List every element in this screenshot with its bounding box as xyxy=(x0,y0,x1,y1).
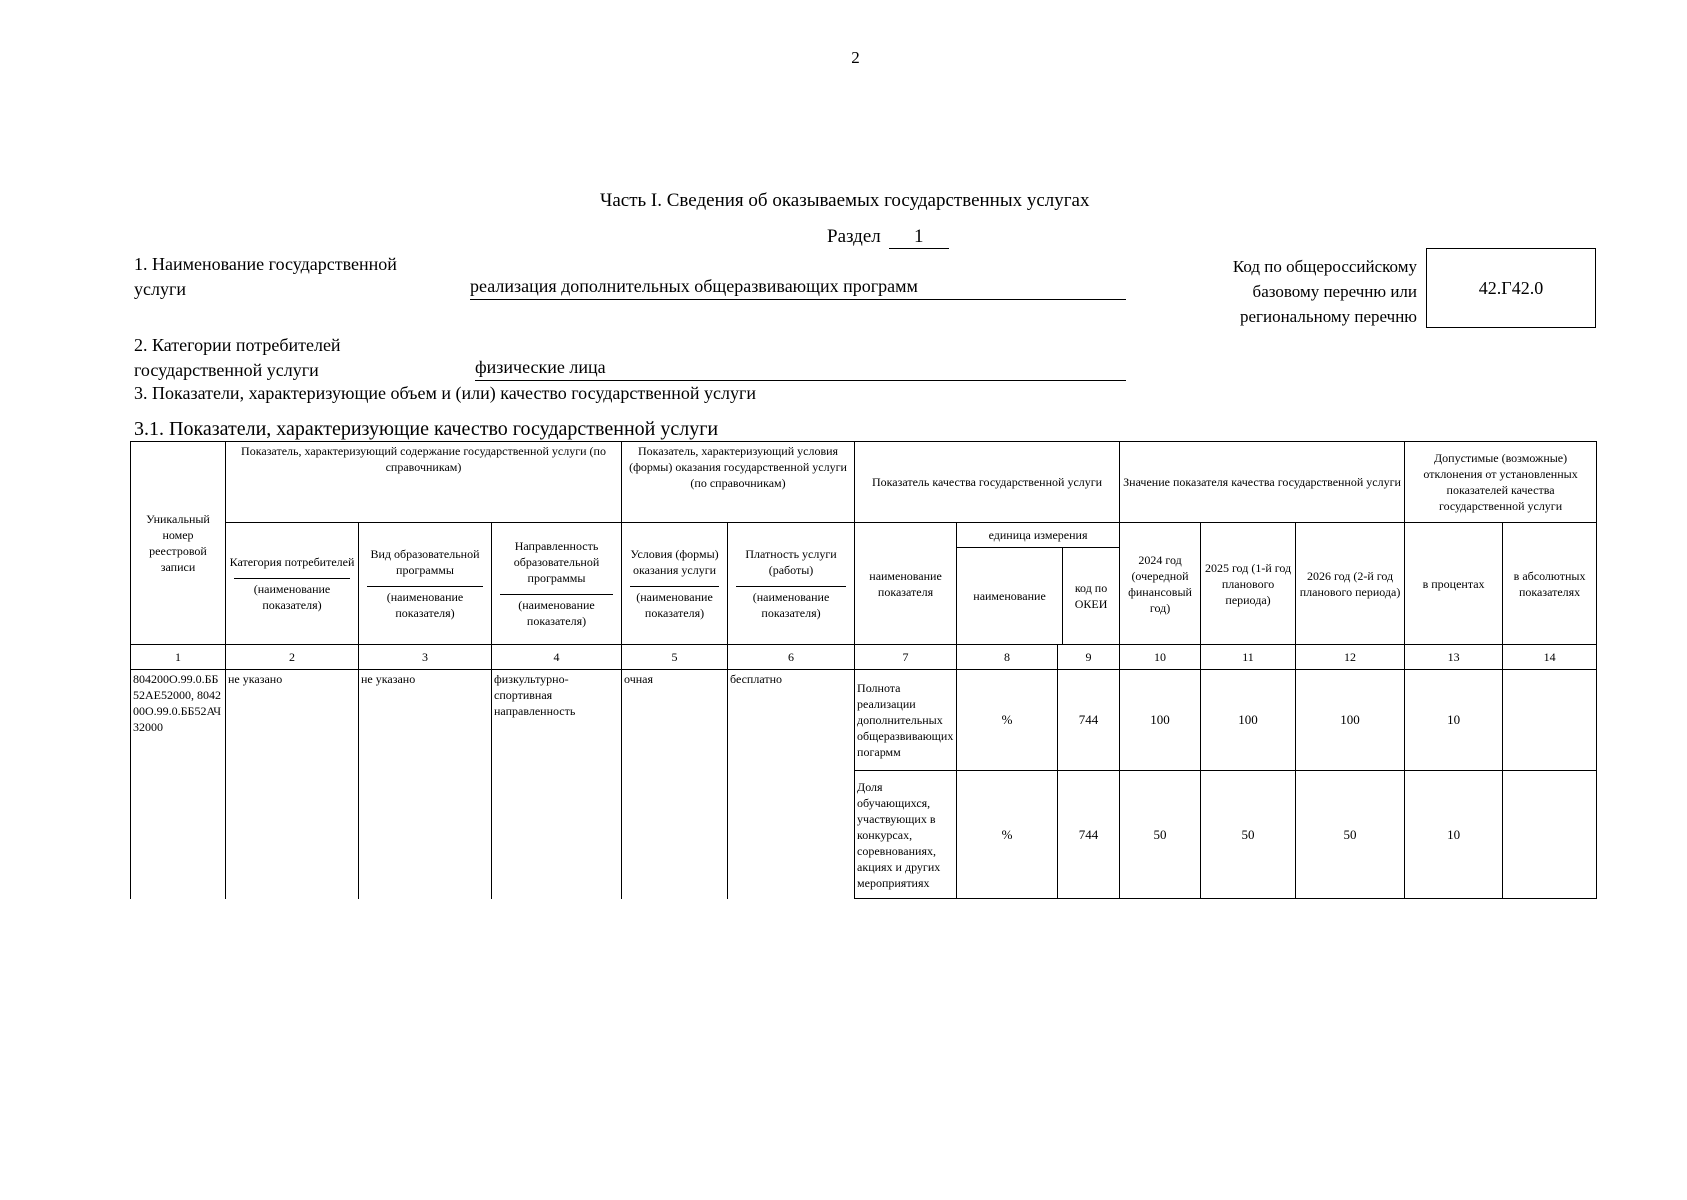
page-number: 2 xyxy=(851,48,860,67)
header-program-type xyxy=(359,523,492,645)
header-program-direction-text: Направленность образовательной программы xyxy=(513,539,600,585)
col-number: 4 xyxy=(492,645,622,670)
header-year-2025: 2025 год (1-й год планового периода) xyxy=(1201,523,1296,645)
cell-value-2026: 100 xyxy=(1296,670,1405,771)
header-quality-indicator: Показатель качества государственной услуги xyxy=(855,442,1120,523)
header-unit: единица измерения xyxy=(957,523,1119,547)
service-name-label-line2: услуги xyxy=(134,279,186,299)
service-name-label xyxy=(134,252,397,302)
cell-indicator-name: Полнота реализации дополнительных общеразвивающих погармм xyxy=(855,670,957,771)
cell-program-type: не указано xyxy=(359,670,492,899)
cell-service-form: очная xyxy=(622,670,728,899)
header-unique-number: Уникальный номер реестровой записи xyxy=(131,442,226,645)
header-unit-group xyxy=(957,523,1120,645)
cell-consumer-category: не указано xyxy=(226,670,359,899)
header-year-2024: 2024 год (очередной финансовый год) xyxy=(1120,523,1201,645)
consumers-label-line1: 2. Категории потребителей xyxy=(134,335,341,355)
header-service-form-text: Условия (формы) оказания услуги xyxy=(630,547,719,577)
col-number: 10 xyxy=(1120,645,1201,670)
consumers-value: физические лица xyxy=(475,355,1126,381)
cell-payment: бесплатно xyxy=(728,670,855,899)
heading-indicators: 3. Показатели, характеризующие объем и (или) качество государственной услуги xyxy=(134,383,756,403)
cell-indicator-name: Доля обучающихся, участвующих в конкурсах, соревнованиях, акциях и других мероприятиях xyxy=(855,771,957,899)
header-program-direction xyxy=(492,523,622,645)
header-deviation: Допустимые (возможные) отклонения от установленных показателей качества государственной услуги xyxy=(1405,442,1597,523)
col-number: 13 xyxy=(1405,645,1503,670)
heading-quality-indicators: 3.1. Показатели, характеризующие качество государственной услуги xyxy=(134,418,719,440)
header-absolute: в абсолютных показателях xyxy=(1503,523,1597,645)
consumers-label-line2: государственной услуги xyxy=(134,360,319,380)
header-payment-text: Платность услуги (работы) xyxy=(745,547,837,577)
table-row xyxy=(131,670,1597,771)
header-subname: (наименование показателя) xyxy=(630,586,719,621)
header-indicator-name: наименование показателя xyxy=(855,523,957,645)
header-percent: в процентах xyxy=(1405,523,1503,645)
service-name-label-line1: 1. Наименование государственной xyxy=(134,254,397,274)
consumers-label xyxy=(134,333,341,383)
header-subname: (наименование показателя) xyxy=(234,578,350,613)
cell-unit: % xyxy=(957,670,1058,771)
section-heading xyxy=(827,226,949,249)
col-number: 6 xyxy=(728,645,855,670)
registry-code-label xyxy=(1180,254,1417,329)
cell-deviation-absolute xyxy=(1503,670,1597,771)
header-service-form xyxy=(622,523,728,645)
cell-okei: 744 xyxy=(1058,771,1120,899)
service-name-value: реализация дополнительных общеразвивающих программ xyxy=(470,274,1126,300)
cell-value-2025: 50 xyxy=(1201,771,1296,899)
header-subname: (наименование показателя) xyxy=(736,586,846,621)
cell-value-2024: 100 xyxy=(1120,670,1201,771)
cell-unique-number: 804200О.99.0.ББ52АЕ52000, 804200О.99.0.ББ52АЧ32000 xyxy=(131,670,226,899)
header-program-type-text: Вид образовательной программы xyxy=(370,547,480,577)
col-number: 11 xyxy=(1201,645,1296,670)
cell-deviation-percent: 10 xyxy=(1405,771,1503,899)
header-consumer-category xyxy=(226,523,359,645)
section-label: Раздел xyxy=(827,226,881,247)
header-conditions-indicator: Показатель, характеризующий условия (формы) оказания государственной услуги (по справочникам) xyxy=(622,442,855,523)
column-numbers-row xyxy=(131,645,1597,670)
header-subname: (наименование показателя) xyxy=(500,594,613,629)
header-subname: (наименование показателя) xyxy=(367,586,483,621)
header-consumer-category-text: Категория потребителей xyxy=(229,555,355,569)
cell-value-2025: 100 xyxy=(1201,670,1296,771)
cell-okei: 744 xyxy=(1058,670,1120,771)
section-number: 1 xyxy=(889,226,949,249)
col-number: 2 xyxy=(226,645,359,670)
registry-code-box: 42.Г42.0 xyxy=(1426,248,1596,328)
part-title: Часть I. Сведения об оказываемых государственных услугах xyxy=(600,190,1090,211)
registry-code-label-line3: региональному перечню xyxy=(1239,307,1417,326)
col-number: 14 xyxy=(1503,645,1597,670)
col-number: 1 xyxy=(131,645,226,670)
header-payment xyxy=(728,523,855,645)
header-okei: код по ОКЕИ xyxy=(1074,580,1108,611)
cell-value-2024: 50 xyxy=(1120,771,1201,899)
cell-program-direction: физкультурно-спортивная направленность xyxy=(492,670,622,899)
header-year-2026: 2026 год (2-й год планового периода) xyxy=(1296,523,1405,645)
cell-deviation-absolute xyxy=(1503,771,1597,899)
col-number: 12 xyxy=(1296,645,1405,670)
col-number: 5 xyxy=(622,645,728,670)
cell-unit: % xyxy=(957,771,1058,899)
col-number: 3 xyxy=(359,645,492,670)
quality-table xyxy=(130,441,1597,899)
header-unit-name: наименование xyxy=(957,547,1063,644)
header-quality-values: Значение показателя качества государственной услуги xyxy=(1120,442,1405,523)
col-number: 8 xyxy=(957,645,1058,670)
registry-code-label-line2: базовому перечню или xyxy=(1252,282,1417,301)
cell-value-2026: 50 xyxy=(1296,771,1405,899)
header-content-indicator: Показатель, характеризующий содержание государственной услуги (по справочникам) xyxy=(226,442,622,523)
cell-deviation-percent: 10 xyxy=(1405,670,1503,771)
col-number: 7 xyxy=(855,645,957,670)
registry-code-label-line1: Код по общероссийскому xyxy=(1232,257,1417,276)
col-number: 9 xyxy=(1058,645,1120,670)
